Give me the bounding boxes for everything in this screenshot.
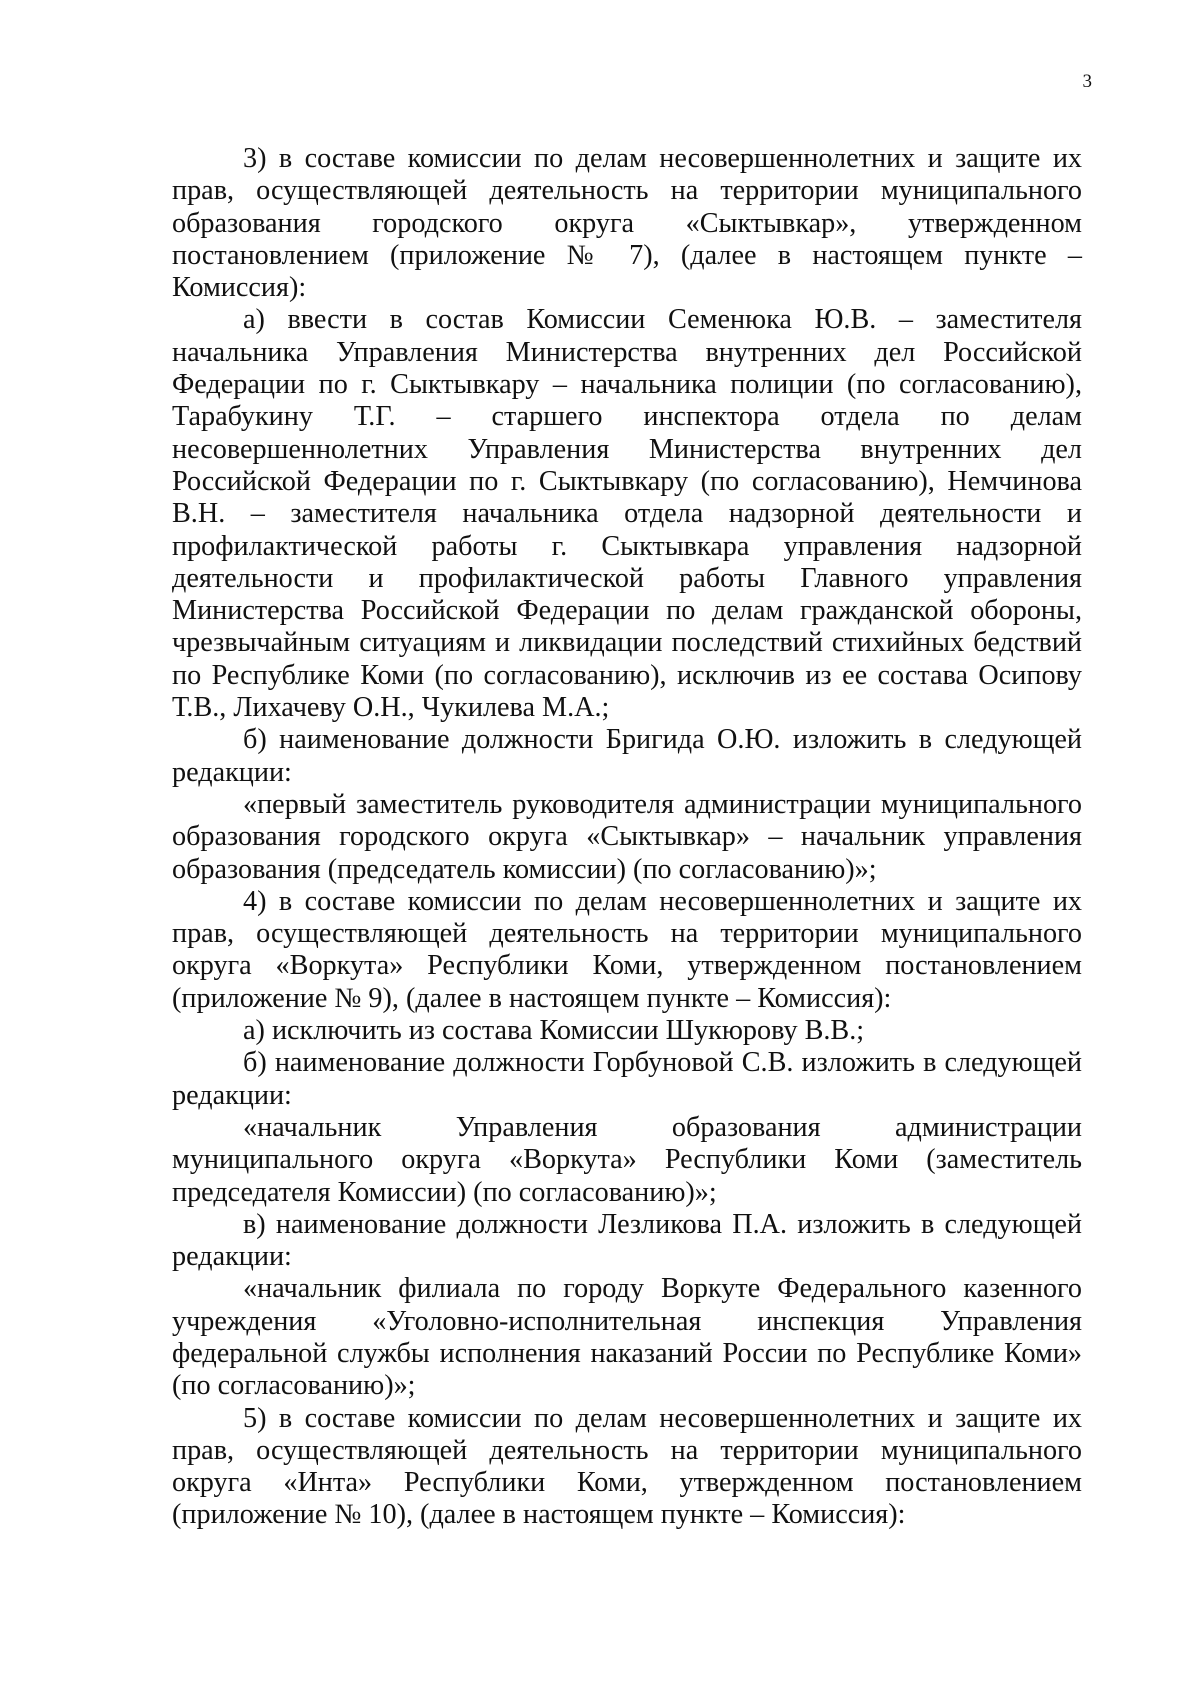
paragraph-quote-4b: «начальник Управления образования администрации муниципального округа «Воркута» Республики Коми (заместитель председателя Комиссии) (по согласованию)»; (172, 1111, 1082, 1208)
paragraph-item-3: 3) в составе комиссии по делам несовершеннолетних и защите их прав, осуществляющей деятельность на территории муниципального образования городского округа «Сыктывкар», утвержденном постановлением (приложение № 7), (далее в настоящем пункте – Комиссия): (172, 143, 1082, 304)
paragraph-subitem-4a: а) исключить из состава Комиссии Шукюрову В.В.; (243, 1015, 865, 1047)
page-number: 3 (1082, 71, 1092, 92)
paragraph-subitem-3b: б) наименование должности Бригида О.Ю. изложить в следующей редакции: (172, 724, 1082, 788)
paragraph-subitem-4v: в) наименование должности Лезликова П.А. изложить в следующей редакции: (172, 1208, 1082, 1273)
document-body (172, 143, 1082, 1532)
paragraph-quote-4v: «начальник филиала по городу Воркуте Федерального казенного учреждения «Уголовно-исполнительная инспекция Управления федеральной службы исполнения наказаний России по Республике Коми» (по согласованию)»; (172, 1273, 1082, 1402)
paragraph-item-5: 5) в составе комиссии по делам несовершеннолетних и защите их прав, осуществляющей деятельность на территории муниципального округа «Инта» Республики Коми, утвержденном постановлением (приложение № 10), (далее в настоящем пункте – Комиссия): (172, 1402, 1082, 1531)
paragraph-item-4: 4) в составе комиссии по делам несовершеннолетних и защите их прав, осуществляющей деятельность на территории муниципального округа «Воркута» Республики Коми, утвержденном постановлением (приложение № 9), (далее в настоящем пункте – Комиссия): (172, 885, 1082, 1014)
paragraph-subitem-4b: б) наименование должности Горбуновой С.В. изложить в следующей редакции: (172, 1047, 1082, 1111)
paragraph-subitem-3a: а) ввести в состав Комиссии Семенюка Ю.В. – заместителя начальника Управления Министерства внутренних дел Российской Федерации по г. Сыктывкару – начальника полиции (по согласованию), Тарабукину Т.Г. – старшего инспектора отдела по делам несовершеннолетних Управления Министерства внутренних дел Российской Федерации по г. Сыктывкару (по согласованию), Немчинова В.Н. – заместителя начальника отдела надзорной деятельности и профилактической работы г. Сыктывкара управления надзорной деятельности и профилактической работы Главного управления Министерства Российской Федерации по делам гражданской обороны, чрезвычайным ситуациям и ликвидации последствий стихийных бедствий по Республике Коми (по согласованию), исключив из ее состава Осипову Т.В., Лихачеву О.Н., Чукилева М.А.; (172, 304, 1082, 724)
paragraph-quote-3b: «первый заместитель руководителя администрации муниципального образования городского округа «Сыктывкар» – начальник управления образования (председатель комиссии) (по согласованию)»; (172, 788, 1082, 885)
